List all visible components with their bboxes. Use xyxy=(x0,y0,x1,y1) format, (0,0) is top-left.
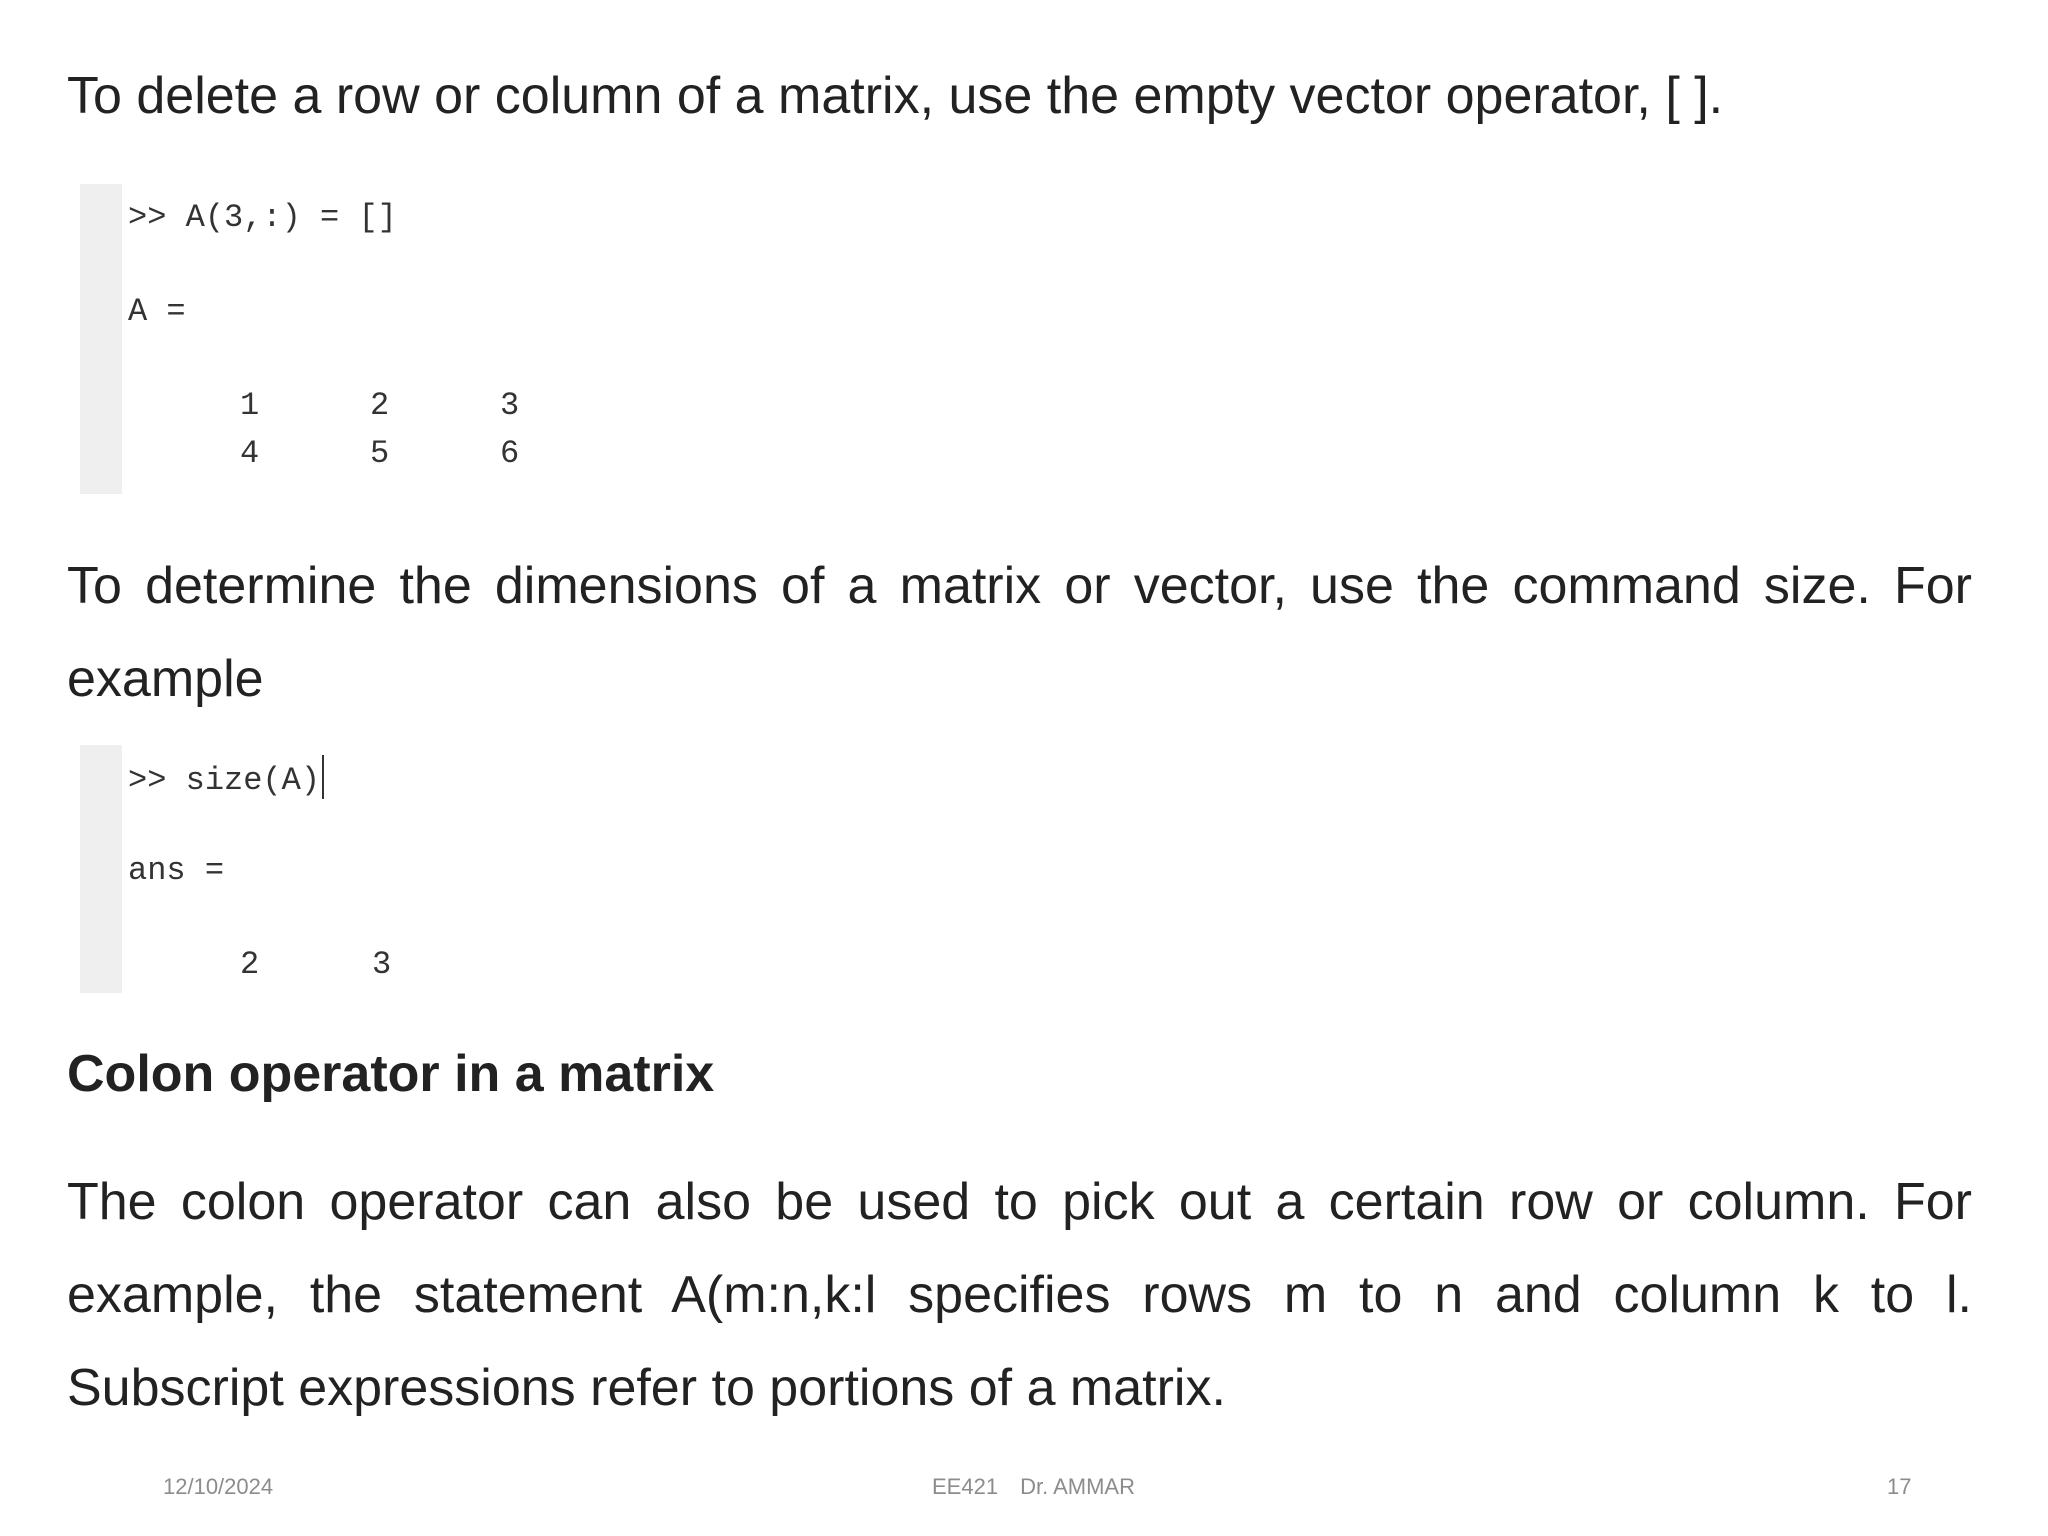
code-command: >> A(3,:) = [] xyxy=(128,199,397,236)
footer-date: 12/10/2024 xyxy=(163,1474,274,1499)
code-block-size xyxy=(80,745,680,993)
code-command-line xyxy=(128,755,324,801)
paragraph-colon-desc: The colon operator can also be used to pick out a certain row or column. For example, the statement A(m:n,k:l specifies rows m to n and column k to l. Subscript expressions refer to portions of a matrix. xyxy=(67,1173,1972,1417)
matrix-cell: 3 xyxy=(500,387,520,424)
code-command: >> size(A) xyxy=(128,762,321,799)
result-value: 3 xyxy=(372,946,392,983)
code-block-delete-row xyxy=(80,184,680,494)
matrix-cell: 4 xyxy=(240,435,260,472)
code-result-label: ans = xyxy=(128,852,225,889)
footer-course: EE421 xyxy=(932,1474,999,1499)
result-value: 2 xyxy=(240,946,260,983)
matrix-cell: 2 xyxy=(370,387,390,424)
footer-author: Dr. AMMAR xyxy=(1020,1474,1135,1499)
footer-page-number: 17 xyxy=(1887,1474,1912,1499)
code-result-label: A = xyxy=(128,293,186,330)
code-gutter xyxy=(80,745,122,993)
paragraph-size-intro: To determine the dimensions of a matrix or vector, use the command size. For example xyxy=(67,557,1972,708)
footer-title xyxy=(932,1474,1135,1500)
section-heading: Colon operator in a matrix xyxy=(67,1045,715,1103)
matrix-cell: 5 xyxy=(370,435,390,472)
code-gutter xyxy=(80,184,122,494)
matrix-cell: 6 xyxy=(500,435,520,472)
paragraph-delete-rows: To delete a row or column of a matrix, use the empty vector operator, [ ]. xyxy=(67,67,1724,125)
text-cursor xyxy=(322,755,324,799)
matrix-cell: 1 xyxy=(240,387,260,424)
